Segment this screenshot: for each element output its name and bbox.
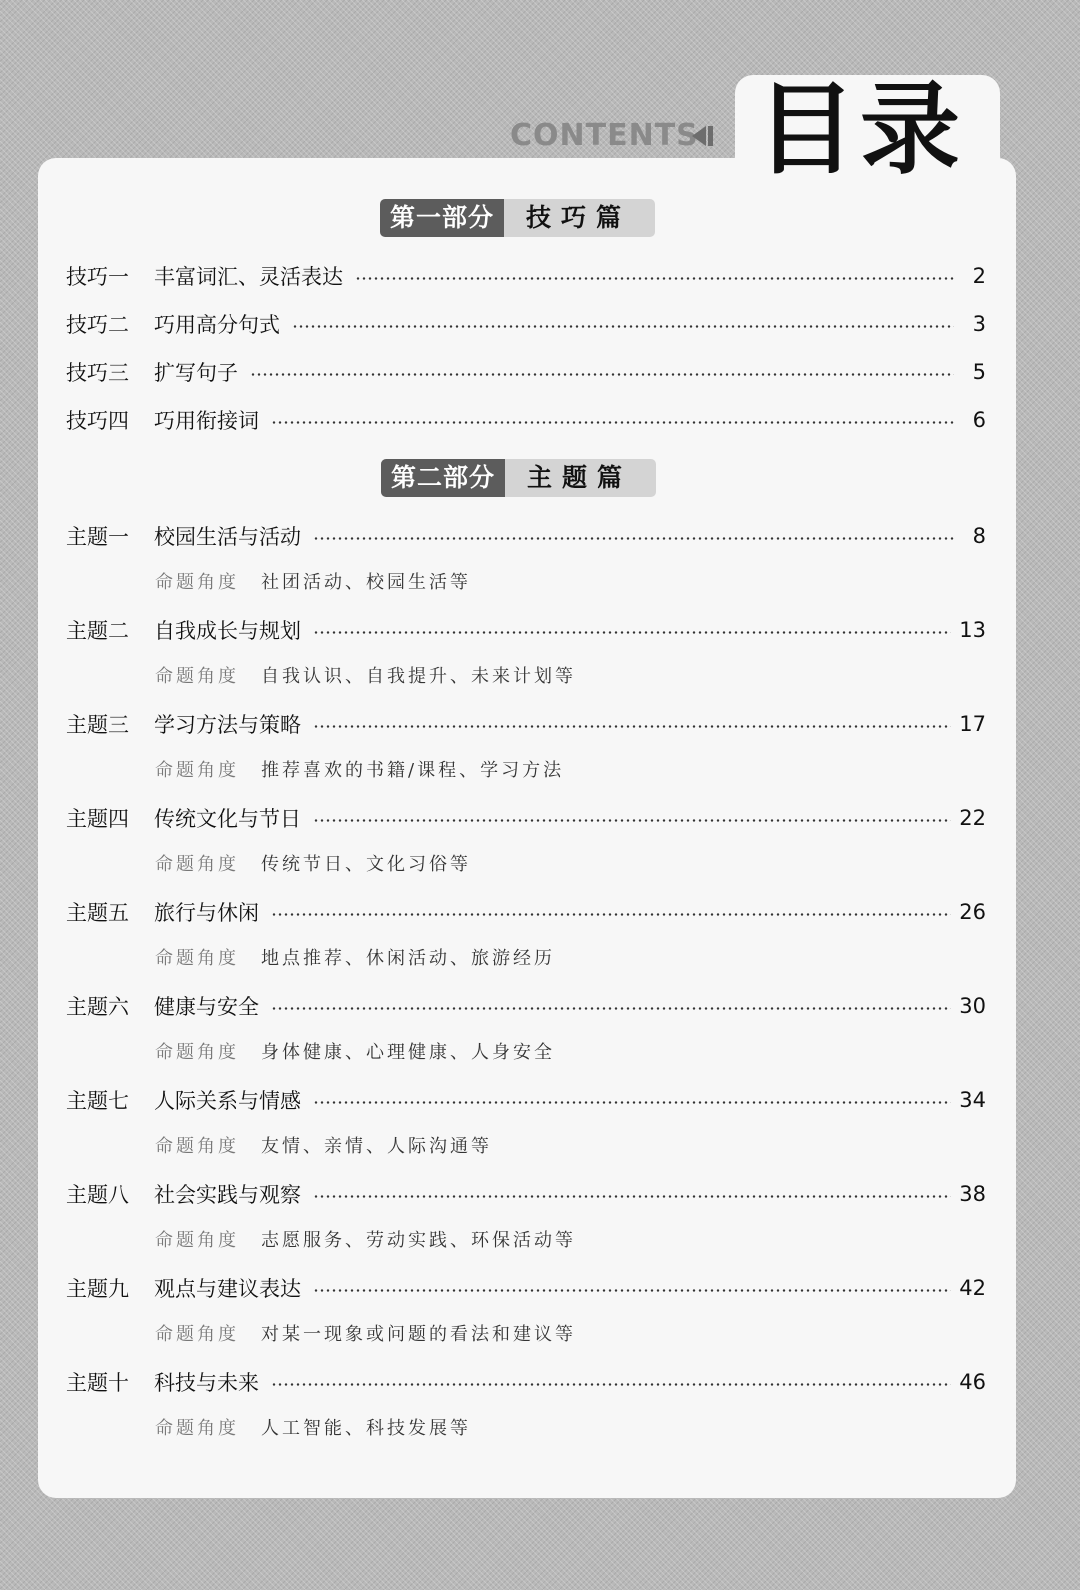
entry-label: 主题十 <box>66 1371 129 1395</box>
toc-entry-topic-2[interactable] <box>66 612 986 648</box>
dot-leader <box>271 1007 951 1010</box>
toc-entry-topic-9[interactable] <box>66 1270 986 1306</box>
entry-page: 30 <box>959 994 986 1018</box>
entry-label: 主题七 <box>66 1089 129 1113</box>
entry-page: 42 <box>959 1276 986 1300</box>
dot-leader <box>292 325 954 328</box>
entry-title: 扩写句子 <box>154 361 238 385</box>
topic-note-7 <box>155 1130 492 1160</box>
note-text: 自我认识、自我提升、未来计划等 <box>261 666 576 687</box>
entry-label: 主题九 <box>66 1277 129 1301</box>
panel-notch <box>690 158 750 188</box>
note-text: 对某一现象或问题的看法和建议等 <box>261 1324 576 1345</box>
entry-title: 校园生活与活动 <box>154 525 301 549</box>
toc-entry-skill-3[interactable] <box>66 354 986 390</box>
part-two-name: 主题篇 <box>505 459 656 497</box>
note-label: 命题角度 <box>155 854 239 875</box>
note-text: 地点推荐、休闲活动、旅游经历 <box>261 948 555 969</box>
note-label: 命题角度 <box>155 572 239 593</box>
dot-leader <box>271 913 951 916</box>
entry-label: 技巧三 <box>66 361 129 385</box>
note-label: 命题角度 <box>155 1136 239 1157</box>
topic-note-4 <box>155 848 471 878</box>
entry-title: 旅行与休闲 <box>154 901 259 925</box>
entry-label: 主题八 <box>66 1183 129 1207</box>
entry-title: 社会实践与观察 <box>154 1183 301 1207</box>
entry-label: 主题六 <box>66 995 129 1019</box>
note-text: 人工智能、科技发展等 <box>261 1418 471 1439</box>
entry-title: 健康与安全 <box>154 995 259 1019</box>
toc-entry-topic-8[interactable] <box>66 1176 986 1212</box>
entry-page: 38 <box>959 1182 986 1206</box>
note-label: 命题角度 <box>155 1324 239 1345</box>
entry-page: 5 <box>972 360 986 384</box>
entry-title: 学习方法与策略 <box>154 713 301 737</box>
dot-leader <box>271 421 954 424</box>
note-text: 推荐喜欢的书籍/课程、学习方法 <box>261 760 565 781</box>
toc-entry-topic-7[interactable] <box>66 1082 986 1118</box>
note-label: 命题角度 <box>155 760 239 781</box>
entry-page: 8 <box>972 524 986 548</box>
topic-note-8 <box>155 1224 576 1254</box>
topic-note-5 <box>155 942 555 972</box>
entry-page: 17 <box>959 712 986 736</box>
entry-title: 传统文化与节日 <box>154 807 301 831</box>
entry-title: 巧用衔接词 <box>154 409 259 433</box>
part-two-label: 第二部分 <box>381 459 505 497</box>
dot-leader <box>313 725 951 728</box>
entry-label: 主题一 <box>66 525 129 549</box>
entry-page: 34 <box>959 1088 986 1112</box>
entry-page: 13 <box>959 618 986 642</box>
toc-entry-topic-10[interactable] <box>66 1364 986 1400</box>
topic-note-6 <box>155 1036 555 1066</box>
toc-entry-topic-4[interactable] <box>66 800 986 836</box>
note-text: 友情、亲情、人际沟通等 <box>261 1136 492 1157</box>
dot-leader <box>271 1383 951 1386</box>
dot-leader <box>313 1289 951 1292</box>
note-text: 志愿服务、劳动实践、环保活动等 <box>261 1230 576 1251</box>
topic-note-2 <box>155 660 576 690</box>
dot-leader <box>313 819 951 822</box>
entry-page: 3 <box>972 312 986 336</box>
part-one-name: 技巧篇 <box>504 199 655 237</box>
entry-label: 技巧一 <box>66 265 129 289</box>
dot-leader <box>313 1195 951 1198</box>
topic-note-3 <box>155 754 564 784</box>
entry-label: 技巧四 <box>66 409 129 433</box>
topic-note-9 <box>155 1318 576 1348</box>
note-label: 命题角度 <box>155 666 239 687</box>
dot-leader <box>250 373 954 376</box>
entry-title: 人际关系与情感 <box>154 1089 301 1113</box>
entry-page: 2 <box>972 264 986 288</box>
entry-title: 丰富词汇、灵活表达 <box>154 265 343 289</box>
topic-note-10 <box>155 1412 471 1442</box>
note-label: 命题角度 <box>155 1042 239 1063</box>
arrow-bar-icon <box>708 126 713 146</box>
part-one-heading <box>380 199 655 237</box>
toc-entry-skill-4[interactable] <box>66 402 986 438</box>
toc-entry-topic-6[interactable] <box>66 988 986 1024</box>
toc-entry-topic-3[interactable] <box>66 706 986 742</box>
topic-note-1 <box>155 566 471 596</box>
entry-label: 主题五 <box>66 901 129 925</box>
entry-page: 6 <box>972 408 986 432</box>
dot-leader <box>313 1101 951 1104</box>
note-text: 传统节日、文化习俗等 <box>261 854 471 875</box>
page-title: 目录 <box>756 71 964 188</box>
dot-leader <box>313 537 954 540</box>
entry-label: 主题二 <box>66 619 129 643</box>
arrow-left-icon <box>692 126 706 146</box>
note-label: 命题角度 <box>155 1230 239 1251</box>
entry-title: 科技与未来 <box>154 1371 259 1395</box>
toc-entry-topic-1[interactable] <box>66 518 986 554</box>
part-one-label: 第一部分 <box>380 199 504 237</box>
entry-page: 46 <box>959 1370 986 1394</box>
part-two-heading <box>381 459 656 497</box>
toc-entry-skill-2[interactable] <box>66 306 986 342</box>
toc-entry-topic-5[interactable] <box>66 894 986 930</box>
dot-leader <box>313 631 951 634</box>
entry-label: 主题三 <box>66 713 129 737</box>
entry-title: 自我成长与规划 <box>154 619 301 643</box>
note-text: 身体健康、心理健康、人身安全 <box>261 1042 555 1063</box>
note-label: 命题角度 <box>155 1418 239 1439</box>
dot-leader <box>355 277 954 280</box>
entry-label: 主题四 <box>66 807 129 831</box>
entry-title: 观点与建议表达 <box>154 1277 301 1301</box>
note-label: 命题角度 <box>155 948 239 969</box>
contents-word: CONTENTS <box>510 118 699 153</box>
entry-page: 26 <box>959 900 986 924</box>
note-text: 社团活动、校园生活等 <box>261 572 471 593</box>
entry-title: 巧用高分句式 <box>154 313 280 337</box>
toc-entry-skill-1[interactable] <box>66 258 986 294</box>
entry-label: 技巧二 <box>66 313 129 337</box>
entry-page: 22 <box>959 806 986 830</box>
